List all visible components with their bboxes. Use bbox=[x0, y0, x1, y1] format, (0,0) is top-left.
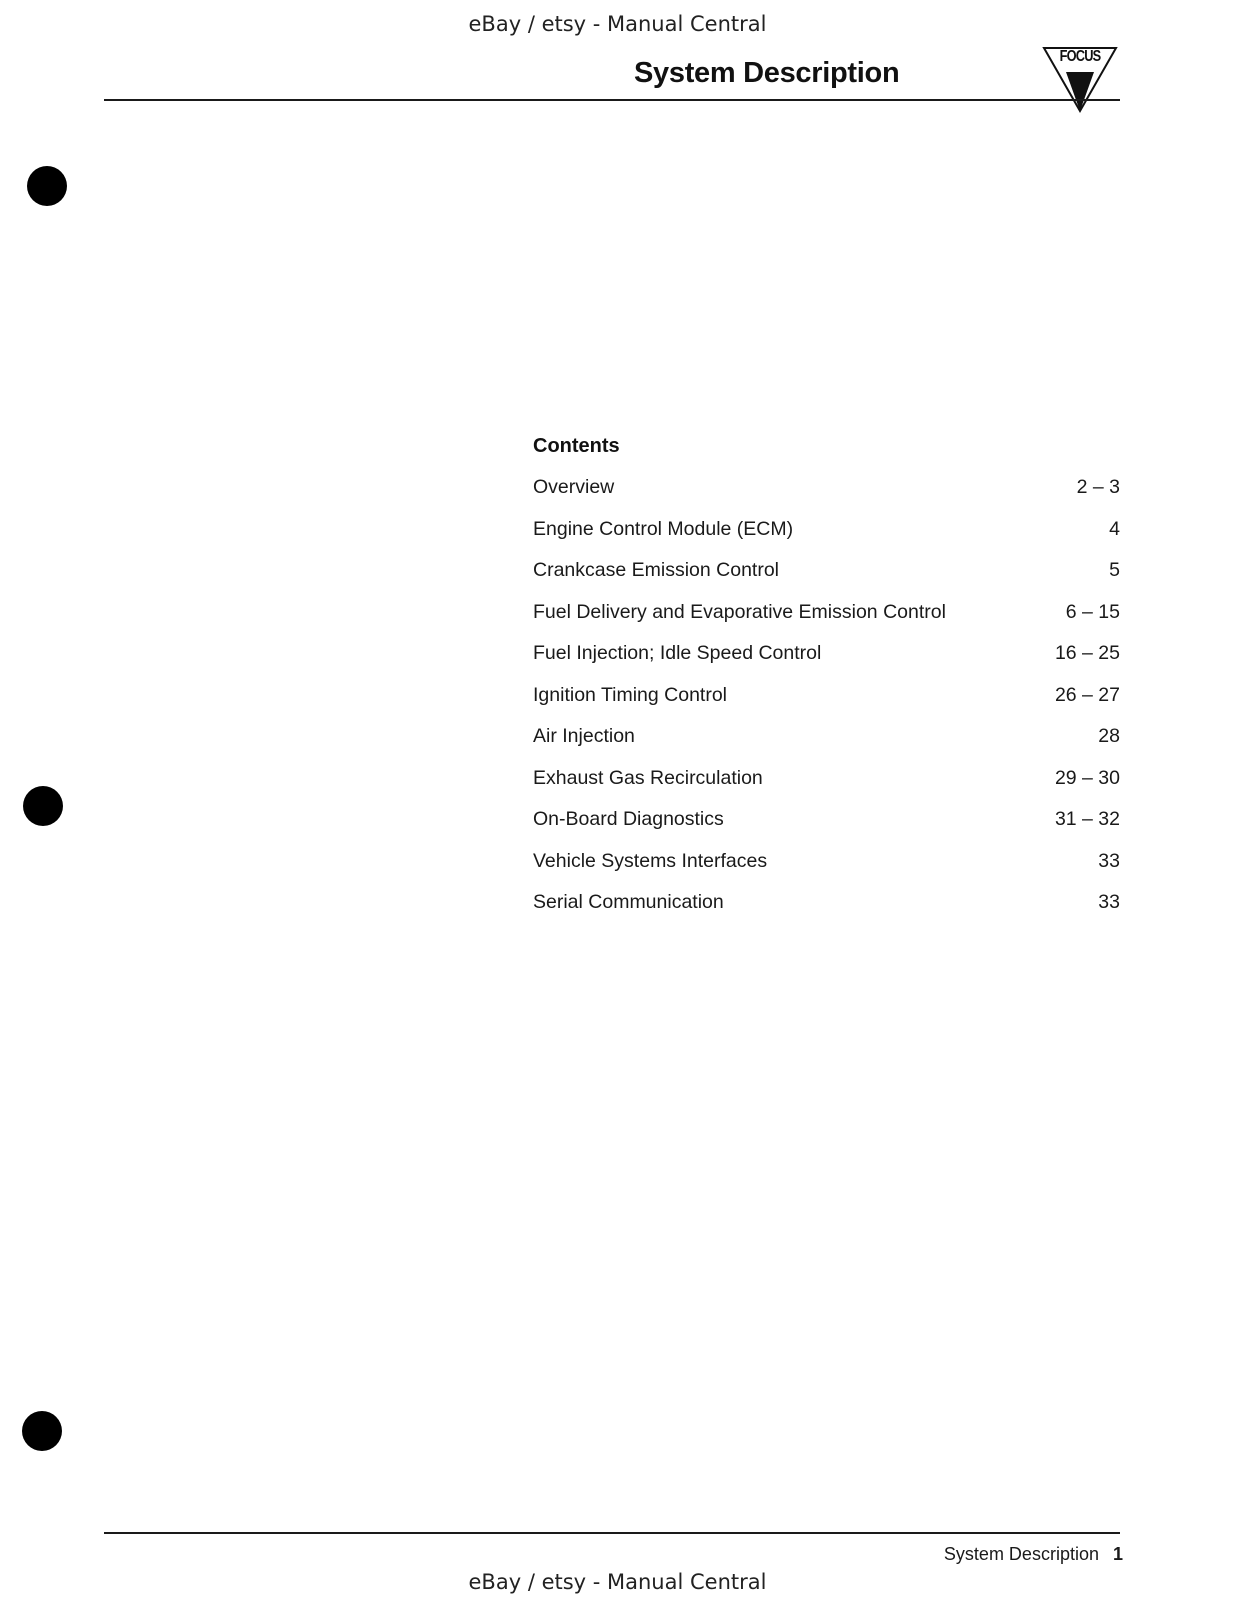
toc-entry-title: Vehicle Systems Interfaces bbox=[533, 849, 768, 872]
focus-logo bbox=[1042, 45, 1118, 115]
toc-entry-ecm[interactable] bbox=[533, 517, 1120, 559]
toc-entry-title: On-Board Diagnostics bbox=[533, 808, 724, 830]
punch-hole bbox=[27, 166, 67, 206]
toc-entry-title: Air Injection bbox=[533, 725, 635, 747]
toc-entry-title: Serial Communication bbox=[533, 891, 724, 913]
toc-entry-pages: 29 – 30 bbox=[1054, 766, 1120, 789]
contents-section bbox=[533, 434, 1120, 932]
toc-entry-title: Overview bbox=[533, 476, 615, 498]
toc-entry-title: Exhaust Gas Recirculation bbox=[533, 766, 763, 789]
toc-entry-pages: 6 – 15 bbox=[1065, 600, 1120, 623]
toc-entry-crankcase-emission[interactable] bbox=[533, 558, 1120, 600]
toc-entry-pages: 33 bbox=[1098, 849, 1120, 872]
punch-hole bbox=[22, 1411, 62, 1451]
footer-section-title: System Description bbox=[943, 1544, 1099, 1564]
toc-entry-pages: 33 bbox=[1098, 891, 1120, 913]
toc-entry-title: Fuel Injection; Idle Speed Control bbox=[533, 642, 822, 664]
toc-entry-on-board-diagnostics[interactable] bbox=[533, 807, 1120, 849]
toc-entry-pages: 31 – 32 bbox=[1054, 808, 1120, 830]
toc-entry-title: Fuel Delivery and Evaporative Emission Control bbox=[533, 600, 946, 623]
punch-hole bbox=[23, 786, 63, 826]
toc-entry-air-injection[interactable] bbox=[533, 724, 1120, 766]
toc-entry-pages: 4 bbox=[1109, 517, 1120, 540]
toc-entry-fuel-injection[interactable] bbox=[533, 641, 1120, 683]
toc-entry-pages: 28 bbox=[1098, 725, 1120, 747]
toc-entry-pages: 2 – 3 bbox=[1076, 476, 1120, 498]
toc-list bbox=[533, 475, 1120, 932]
toc-entry-fuel-delivery[interactable] bbox=[533, 600, 1120, 642]
toc-entry-serial-communication[interactable] bbox=[533, 890, 1120, 932]
footer-page-number: 1 bbox=[1112, 1544, 1123, 1564]
toc-entry-egr[interactable] bbox=[533, 766, 1120, 808]
toc-entry-vehicle-systems-interfaces[interactable] bbox=[533, 849, 1120, 891]
toc-entry-title: Engine Control Module (ECM) bbox=[533, 517, 794, 540]
watermark-top: eBay / etsy - Manual Central bbox=[468, 12, 767, 36]
toc-entry-title: Crankcase Emission Control bbox=[533, 559, 780, 581]
toc-entry-ignition-timing[interactable] bbox=[533, 683, 1120, 725]
toc-entry-pages: 5 bbox=[1109, 559, 1120, 581]
footer-rule bbox=[104, 1532, 1120, 1534]
logo-text: FOCUS bbox=[1059, 48, 1101, 65]
page-title: System Description bbox=[634, 57, 900, 89]
toc-entry-overview[interactable] bbox=[533, 475, 1120, 517]
toc-entry-title: Ignition Timing Control bbox=[533, 683, 728, 706]
watermark-bottom: eBay / etsy - Manual Central bbox=[468, 1570, 767, 1594]
contents-heading: Contents bbox=[533, 435, 620, 457]
page-footer bbox=[944, 1544, 1123, 1565]
toc-entry-pages: 26 – 27 bbox=[1054, 683, 1120, 706]
header-rule bbox=[104, 99, 1120, 101]
toc-entry-pages: 16 – 25 bbox=[1054, 642, 1120, 664]
